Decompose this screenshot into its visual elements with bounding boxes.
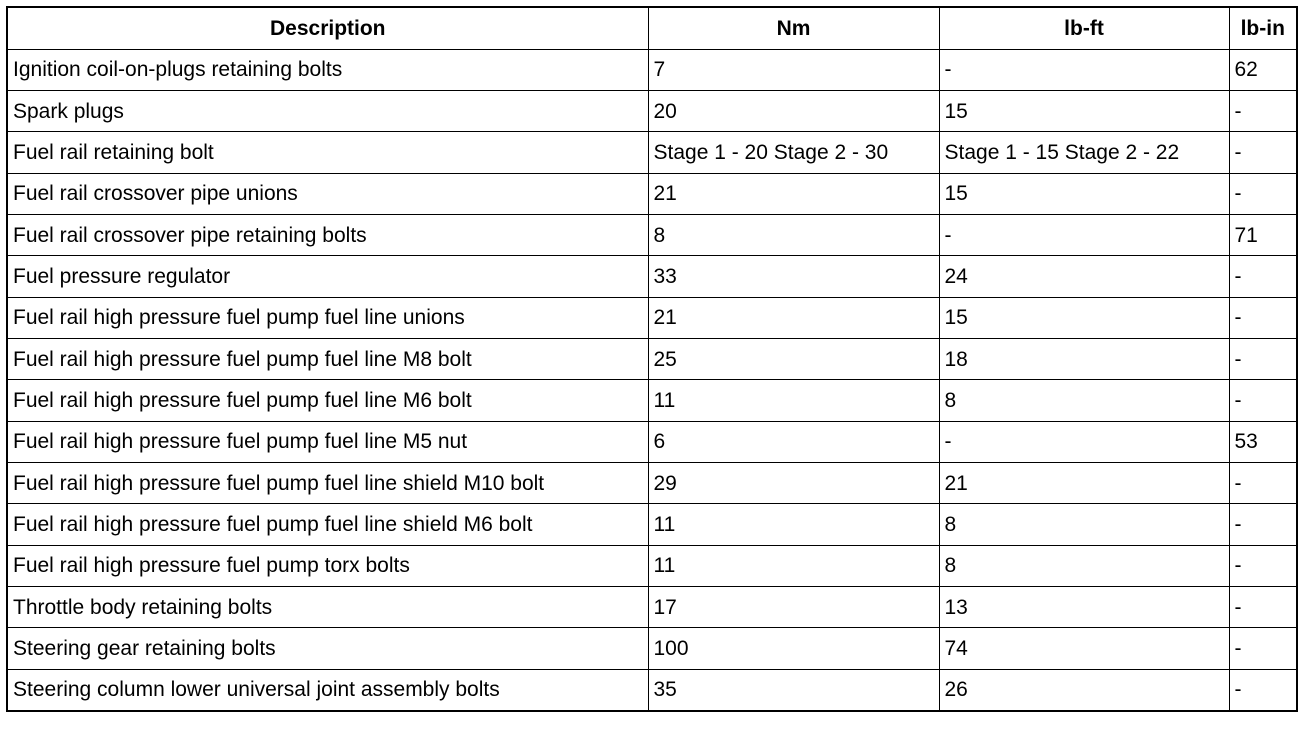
description-cell: Spark plugs: [7, 90, 648, 131]
lb-ft-cell: 13: [939, 586, 1229, 627]
nm-cell: 100: [648, 628, 939, 669]
lb-ft-cell: 15: [939, 297, 1229, 338]
nm-cell: 7: [648, 49, 939, 90]
nm-cell: 11: [648, 545, 939, 586]
description-cell: Ignition coil-on-plugs retaining bolts: [7, 49, 648, 90]
nm-cell: Stage 1 - 20 Stage 2 - 30: [648, 132, 939, 173]
description-cell: Fuel rail crossover pipe unions: [7, 173, 648, 214]
description-cell: Fuel pressure regulator: [7, 256, 648, 297]
torque-spec-table: [6, 6, 1298, 712]
lb-ft-cell: 24: [939, 256, 1229, 297]
description-cell: Fuel rail high pressure fuel pump fuel line M8 bolt: [7, 338, 648, 379]
lb-ft-cell: 74: [939, 628, 1229, 669]
table-row: [7, 421, 1297, 462]
description-cell: Steering column lower universal joint assembly bolts: [7, 669, 648, 710]
table-row: [7, 173, 1297, 214]
table-row: [7, 338, 1297, 379]
lb-in-cell: -: [1229, 628, 1297, 669]
lb-ft-cell: 21: [939, 462, 1229, 503]
nm-cell: 21: [648, 297, 939, 338]
description-cell: Throttle body retaining bolts: [7, 586, 648, 627]
lb-in-cell: -: [1229, 132, 1297, 173]
lb-ft-cell: 15: [939, 173, 1229, 214]
header-lb-ft: lb-ft: [939, 7, 1229, 49]
table-row: [7, 49, 1297, 90]
table-row: [7, 545, 1297, 586]
nm-cell: 11: [648, 504, 939, 545]
lb-in-cell: -: [1229, 504, 1297, 545]
lb-in-cell: -: [1229, 338, 1297, 379]
lb-ft-cell: -: [939, 421, 1229, 462]
lb-in-cell: -: [1229, 462, 1297, 503]
lb-in-cell: -: [1229, 173, 1297, 214]
lb-in-cell: 53: [1229, 421, 1297, 462]
table-row: [7, 628, 1297, 669]
lb-ft-cell: -: [939, 49, 1229, 90]
table-row: [7, 90, 1297, 131]
lb-in-cell: -: [1229, 545, 1297, 586]
header-nm: Nm: [648, 7, 939, 49]
table-body: [7, 49, 1297, 711]
header-description: Description: [7, 7, 648, 49]
description-cell: Fuel rail high pressure fuel pump fuel line unions: [7, 297, 648, 338]
lb-ft-cell: 8: [939, 504, 1229, 545]
lb-in-cell: -: [1229, 380, 1297, 421]
lb-in-cell: 62: [1229, 49, 1297, 90]
lb-ft-cell: Stage 1 - 15 Stage 2 - 22: [939, 132, 1229, 173]
table-row: [7, 669, 1297, 710]
lb-in-cell: -: [1229, 586, 1297, 627]
nm-cell: 17: [648, 586, 939, 627]
nm-cell: 25: [648, 338, 939, 379]
lb-ft-cell: -: [939, 214, 1229, 255]
nm-cell: 20: [648, 90, 939, 131]
table-row: [7, 132, 1297, 173]
nm-cell: 8: [648, 214, 939, 255]
table-row: [7, 504, 1297, 545]
lb-ft-cell: 15: [939, 90, 1229, 131]
description-cell: Fuel rail high pressure fuel pump fuel line M6 bolt: [7, 380, 648, 421]
table-row: [7, 380, 1297, 421]
description-cell: Fuel rail high pressure fuel pump torx bolts: [7, 545, 648, 586]
table-row: [7, 297, 1297, 338]
lb-in-cell: -: [1229, 669, 1297, 710]
table-row: [7, 256, 1297, 297]
nm-cell: 21: [648, 173, 939, 214]
lb-ft-cell: 8: [939, 545, 1229, 586]
lb-ft-cell: 18: [939, 338, 1229, 379]
description-cell: Fuel rail high pressure fuel pump fuel line shield M6 bolt: [7, 504, 648, 545]
lb-in-cell: -: [1229, 256, 1297, 297]
description-cell: Fuel rail retaining bolt: [7, 132, 648, 173]
nm-cell: 33: [648, 256, 939, 297]
description-cell: Fuel rail crossover pipe retaining bolts: [7, 214, 648, 255]
lb-ft-cell: 26: [939, 669, 1229, 710]
table-header-row: [7, 7, 1297, 49]
nm-cell: 29: [648, 462, 939, 503]
lb-ft-cell: 8: [939, 380, 1229, 421]
description-cell: Fuel rail high pressure fuel pump fuel line M5 nut: [7, 421, 648, 462]
description-cell: Steering gear retaining bolts: [7, 628, 648, 669]
lb-in-cell: 71: [1229, 214, 1297, 255]
nm-cell: 6: [648, 421, 939, 462]
lb-in-cell: -: [1229, 297, 1297, 338]
description-cell: Fuel rail high pressure fuel pump fuel line shield M10 bolt: [7, 462, 648, 503]
table-row: [7, 462, 1297, 503]
nm-cell: 35: [648, 669, 939, 710]
table-row: [7, 586, 1297, 627]
lb-in-cell: -: [1229, 90, 1297, 131]
header-lb-in: lb-in: [1229, 7, 1297, 49]
table-row: [7, 214, 1297, 255]
nm-cell: 11: [648, 380, 939, 421]
